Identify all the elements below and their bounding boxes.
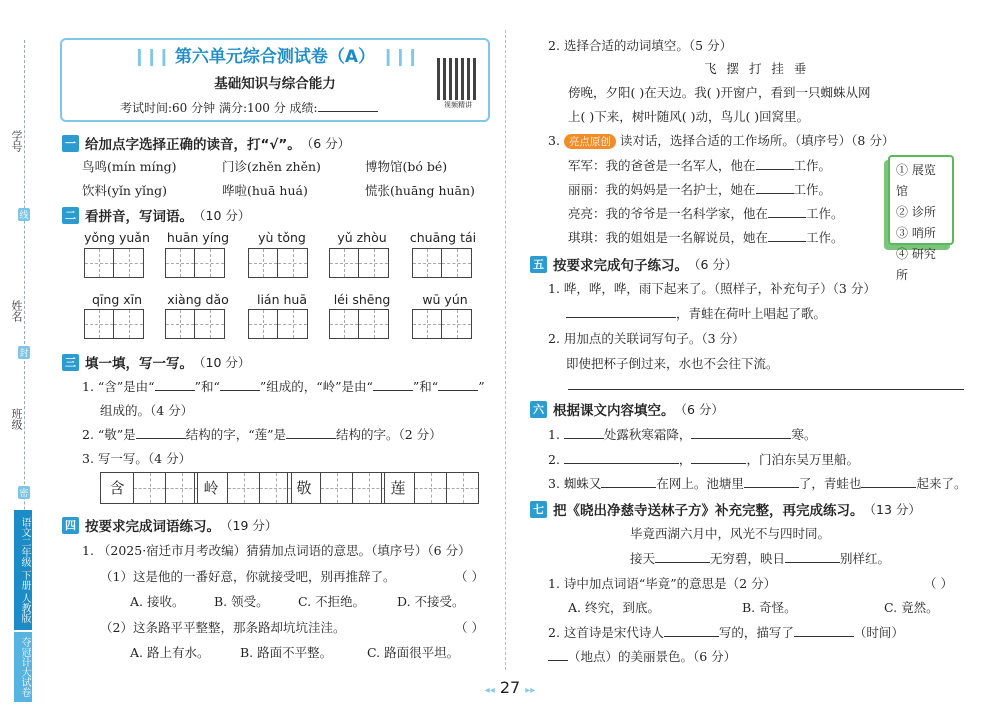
char-copy-box[interactable]: 敬 — [287, 472, 385, 504]
answer-blank[interactable] — [664, 625, 719, 637]
title-text: 第六单元综合测试卷（A） — [174, 47, 376, 67]
pinyin-label: qīng xīn — [91, 292, 143, 307]
section-3-heading: 三 填一填，写一写。 （10 分） — [62, 352, 250, 372]
cut-mark: 线 — [18, 208, 30, 221]
page-title: ❙❙❙ 第六单元综合测试卷（A） ❙❙❙ — [132, 47, 418, 67]
answer-blank[interactable] — [768, 206, 806, 218]
char-copy-box[interactable]: 含 — [100, 472, 198, 504]
tianzige-box[interactable] — [165, 309, 225, 339]
s1-item[interactable]: 博物馆(bó bé) — [365, 159, 448, 174]
answer-blank[interactable] — [691, 452, 746, 464]
pinyin-label: yù tǒng — [258, 230, 306, 245]
highlight-badge: 亮点原创 — [564, 134, 616, 149]
dialog-line: 亮亮：我的爷爷是一名科学家，他在 工作。 — [568, 206, 844, 221]
s1-item[interactable]: 慌张(huāng huān) — [365, 183, 475, 198]
answer-blank[interactable] — [564, 427, 604, 439]
answer-blank[interactable] — [220, 379, 260, 391]
s3-q3: 3. 写一写。（4 分） — [82, 451, 192, 466]
pinyin-label: wū yún — [422, 292, 468, 307]
tianzige-box[interactable] — [84, 248, 144, 278]
option[interactable]: B. 领受。 — [214, 594, 269, 609]
section-7-heading: 七 把《晓出净慈寺送林子方》补充完整，再完成练习。 （13 分） — [530, 499, 921, 519]
answer-blank[interactable] — [286, 427, 336, 439]
answer-blank[interactable] — [548, 649, 568, 661]
section-5-heading: 五 按要求完成句子练习。 （6 分） — [530, 254, 737, 274]
answer-blank[interactable] — [438, 379, 478, 391]
tianzige-box[interactable] — [412, 309, 472, 339]
section-1-heading: 一 给加点字选择正确的读音，打“√”。 （6 分） — [62, 133, 350, 153]
s7-q2: 2. 这首诗是宋代诗人 写的，描写了 （时间） — [548, 625, 904, 640]
s5-q2-sentence: 即使把杯子倒过来，水也不会往下流。 — [566, 356, 779, 371]
s4-q3: 3. 亮点原创 读对话，选择合适的工作场所。（填序号）（8 分） — [548, 133, 895, 148]
s7-q1: 1. 诗中加点词语“毕竟”的意思是（2 分） — [548, 576, 777, 591]
prev-arrow-icon: ◂◂ — [484, 685, 495, 696]
pinyin-label: chuāng tái — [409, 230, 477, 245]
s3-q1: 1. “含”是由“ ”和“ ”组成的，“岭”是由“ ”和“ ” — [82, 379, 485, 394]
s3-q1-tail: 组成的。（4 分） — [100, 403, 194, 418]
answer-blank[interactable] — [861, 476, 916, 488]
verb-fill-line2[interactable]: 上( )下来，树叶随风( )动，鸟儿( )回窝里。 — [568, 109, 810, 124]
option[interactable]: A. 接收。 — [130, 594, 185, 609]
answer-blank[interactable] — [794, 625, 854, 637]
s1-item[interactable]: 饮料(yǐn yǐng) — [82, 183, 167, 198]
answer-blank[interactable] — [756, 158, 794, 170]
s6-q1: 1. 处露秋寒霜降， 寒。 — [548, 427, 817, 442]
tianzige-box[interactable] — [248, 309, 308, 339]
answer-blank[interactable] — [566, 306, 676, 318]
pinyin-label: yǒng yuǎn — [84, 230, 150, 245]
places-box: ① 展览馆 ② 诊所 ③ 哨所 ④ 研究所 — [888, 155, 954, 245]
qr-caption: 视频精讲 — [444, 101, 472, 109]
s1-item[interactable]: 门诊(zhěn zhěn) — [222, 159, 321, 174]
exam-info: 考试时间:60 分钟 满分:100 分 成绩: — [120, 99, 378, 116]
dialog-line: 丽丽：我的妈妈是一名护士，她在 工作。 — [568, 182, 832, 197]
tianzige-box[interactable] — [84, 309, 144, 339]
pinyin-label: lián huā — [256, 292, 307, 307]
section-6-heading: 六 根据课文内容填空。 （6 分） — [530, 399, 724, 419]
seal-mark: 封 — [18, 346, 30, 359]
s5-q1-answer: ，青蛙在荷叶上唱起了歌。 — [566, 304, 826, 322]
poem-line-1: 毕竟西湖六月中，风光不与四时同。 — [630, 526, 831, 541]
pinyin-label: yǔ zhòu — [337, 230, 387, 245]
binding-strip — [0, 0, 48, 710]
poem-line-2: 接天 无穷碧，映日 别样红。 — [630, 551, 891, 566]
tianzige-box[interactable] — [248, 248, 308, 278]
answer-blank[interactable] — [564, 452, 679, 464]
answer-paren[interactable]: （ ） — [924, 576, 953, 591]
pinyin-label: xiàng dǎo — [167, 292, 229, 307]
answer-paren[interactable]: （ ） — [455, 569, 484, 584]
answer-blank[interactable] — [744, 476, 799, 488]
tianzige-box[interactable] — [329, 248, 389, 278]
answer-blank[interactable] — [691, 427, 791, 439]
answer-blank[interactable] — [655, 551, 710, 563]
answer-paren[interactable]: （ ） — [455, 620, 484, 635]
dialog-line: 琪琪：我的姐姐是一名解说员，她在 工作。 — [568, 230, 844, 245]
s4-q1: 1. （2025·宿迁市月考改编）猜猜加点词语的意思。（填序号）（6 分） — [82, 543, 471, 558]
answer-blank[interactable] — [768, 230, 806, 242]
pinyin-label: huān yíng — [166, 230, 230, 245]
option[interactable]: C. 竟然。 — [884, 600, 939, 615]
s4-q2: 2. 选择合适的动词填空。（5 分） — [548, 38, 733, 53]
s4-q1-2: （2）这条路平平整整，那条路却坑坑洼洼。 — [100, 620, 346, 635]
name-label: 姓名 — [10, 300, 23, 322]
verb-list: 飞 摆 打 挂 垂 — [704, 61, 810, 76]
option[interactable]: C. 路面很平坦。 — [367, 645, 460, 660]
pinyin-label: léi shēng — [333, 292, 391, 307]
subtitle: 基础知识与综合能力 — [214, 76, 336, 92]
writing-line[interactable] — [568, 389, 964, 390]
dialog-line: 军军：我的爸爸是一名军人，他在 工作。 — [568, 158, 832, 173]
answer-blank[interactable] — [155, 379, 195, 391]
answer-blank[interactable] — [756, 182, 794, 194]
s4-q1-1: （1）这是他的一番好意，你就接受吧，别再推辞了。 — [100, 569, 396, 584]
option[interactable]: C. 不拒绝。 — [298, 594, 366, 609]
s1-item[interactable]: 哗啦(huā huá) — [222, 183, 308, 198]
page-number: ◂◂ 27 ▸▸ — [484, 678, 536, 697]
s6-q2: 2. ， ，门泊东吴万里船。 — [548, 452, 859, 467]
next-arrow-icon: ▸▸ — [525, 685, 536, 696]
answer-blank[interactable] — [136, 427, 186, 439]
series-tag: 语文二年级 下册 人教版 — [14, 510, 32, 630]
option[interactable]: D. 不接受。 — [397, 594, 465, 609]
section-4-heading: 四 按要求完成词语练习。 （19 分） — [62, 515, 277, 535]
option[interactable]: B. 奇怪。 — [742, 600, 797, 615]
tianzige-box[interactable] — [412, 248, 472, 278]
s1-item[interactable]: 鸟鸣(mín míng) — [82, 159, 177, 174]
char-copy-box[interactable]: 莲 — [381, 472, 479, 504]
option[interactable]: A. 终究，到底。 — [568, 600, 660, 615]
close-mark: 密 — [18, 486, 30, 499]
verb-fill-line1[interactable]: 傍晚，夕阳( )在天边。我( )开窗户，看到一只蜘蛛从网 — [568, 85, 871, 100]
class-label: 班级 — [10, 408, 23, 430]
s7-q2-tail: （地点）的美丽景色。（6 分） — [548, 647, 736, 665]
s3-q2: 2. “敬”是 结构的字，“莲”是 结构的字。（2 分） — [82, 427, 442, 442]
section-2-heading: 二 看拼音，写词语。 （10 分） — [62, 205, 250, 225]
student-id-label: 学号 — [10, 130, 23, 152]
tianzige-box[interactable] — [165, 248, 225, 278]
option[interactable]: A. 路上有水。 — [130, 645, 210, 660]
qr-code-icon[interactable] — [437, 58, 479, 100]
s5-q1: 1. 哗，哗，哗，雨下起来了。（照样子，补充句子）（3 分） — [548, 281, 876, 296]
option[interactable]: B. 路面不平整。 — [240, 645, 333, 660]
s6-q3: 3. 蜘蛛又 在网上。池塘里 了，青蛙也 起来了。 — [548, 476, 967, 491]
tianzige-box[interactable] — [329, 309, 389, 339]
s5-q2: 2. 用加点的关联词写句子。（3 分） — [548, 331, 745, 346]
char-copy-box[interactable]: 岭 — [194, 472, 292, 504]
column-divider — [505, 30, 506, 670]
answer-blank[interactable] — [601, 476, 656, 488]
answer-blank[interactable] — [373, 379, 413, 391]
brand-tag: 夺冠计大试卷 — [14, 632, 32, 702]
answer-blank[interactable] — [785, 551, 840, 563]
